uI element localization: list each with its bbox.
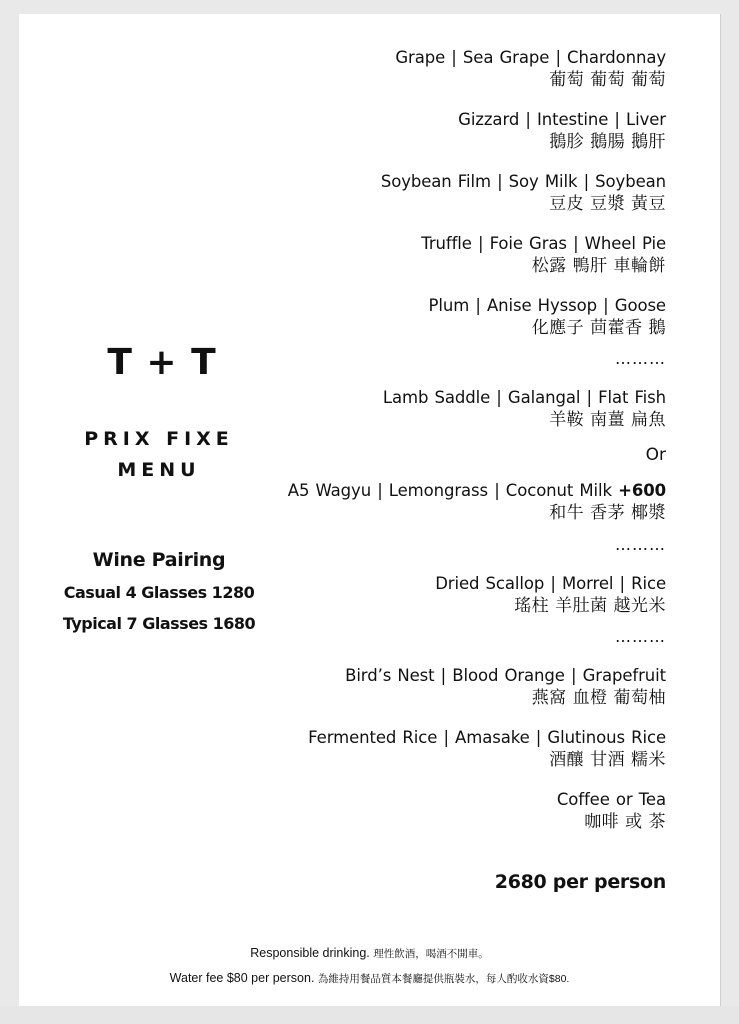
- separator-dots: ………: [615, 627, 666, 646]
- menu-page: [19, 14, 720, 1006]
- separator-dots: ………: [615, 349, 666, 368]
- course-zh: 和牛 香茅 椰漿: [549, 503, 666, 523]
- page-edge-divider: [720, 14, 721, 1006]
- course-en: Grape | Sea Grape | Chardonnay: [395, 48, 666, 67]
- footer-en: Responsible drinking.: [250, 946, 370, 960]
- course-en: Soybean Film | Soy Milk | Soybean: [380, 172, 666, 191]
- course-6: [383, 387, 666, 431]
- course-en: Plum | Anise Hyssop | Goose: [428, 296, 666, 315]
- course-en: Lamb Saddle | Galangal | Flat Fish: [382, 388, 666, 407]
- course-en-text: A5 Wagyu | Lemongrass | Coconut Milk: [287, 481, 619, 500]
- menu-title-line1: PRIX FIXE: [84, 428, 234, 450]
- footer-line-2: [19, 971, 720, 986]
- course-en: Gizzard | Intestine | Liver: [458, 110, 666, 129]
- course-5: [429, 295, 666, 339]
- course-en: Coffee or Tea: [556, 790, 666, 809]
- course-zh: 羊鞍 南薑 扁魚: [549, 410, 666, 430]
- course-zh: 鵝胗 鵝腸 鵝肝: [549, 132, 666, 152]
- restaurant-logo: T + T: [107, 342, 217, 383]
- course-zh: 豆皮 豆漿 黃豆: [549, 194, 666, 214]
- bottom-background-strip: [0, 1006, 739, 1024]
- footer-line-1: [19, 946, 720, 961]
- course-1: [395, 47, 666, 91]
- course-zh: 松露 鴨肝 車輪餅: [531, 256, 666, 276]
- course-2: [458, 109, 666, 153]
- course-8: [435, 573, 666, 617]
- course-en: Dried Scallop | Morrel | Rice: [435, 574, 666, 593]
- course-zh: 咖啡 或 茶: [584, 812, 666, 832]
- course-10: [308, 727, 666, 771]
- footer-en: Water fee $80 per person.: [169, 971, 315, 985]
- price-per-person: 2680 per person: [494, 871, 666, 893]
- course-zh: 化應子 茴藿香 鵝: [531, 318, 666, 338]
- course-9: [345, 665, 666, 709]
- left-column: [19, 14, 284, 1006]
- course-en: [288, 480, 666, 502]
- course-7: [288, 480, 666, 524]
- course-en: Fermented Rice | Amasake | Glutinous Rice: [308, 728, 666, 747]
- wine-option-casual: Casual 4 Glasses 1280: [63, 583, 255, 602]
- wine-pairing-title: Wine Pairing: [92, 549, 226, 571]
- footer-zh: 為維持用餐品質本餐廳提供瓶裝水，每人酌收水資$80.: [317, 973, 570, 985]
- course-zh: 葡萄 葡萄 葡萄: [549, 70, 666, 90]
- menu-title: [79, 424, 239, 486]
- course-3: [381, 171, 666, 215]
- course-11: [557, 789, 666, 833]
- surcharge: +600: [618, 481, 666, 500]
- course-4: [421, 233, 666, 277]
- wine-option-typical: Typical 7 Glasses 1680: [62, 614, 256, 633]
- menu-title-line2: MENU: [117, 459, 201, 481]
- course-zh: 瑤柱 羊肚菌 越光米: [514, 596, 666, 616]
- course-zh: 酒釀 甘酒 糯米: [549, 750, 666, 770]
- course-en: Bird’s Nest | Blood Orange | Grapefruit: [345, 666, 666, 685]
- course-zh: 燕窩 血橙 葡萄柚: [531, 688, 666, 708]
- separator-dots: ………: [615, 535, 666, 554]
- or-label: Or: [645, 445, 666, 465]
- course-en: Truffle | Foie Gras | Wheel Pie: [421, 234, 666, 253]
- footer-zh: 理性飲酒，喝酒不開車。: [373, 948, 489, 960]
